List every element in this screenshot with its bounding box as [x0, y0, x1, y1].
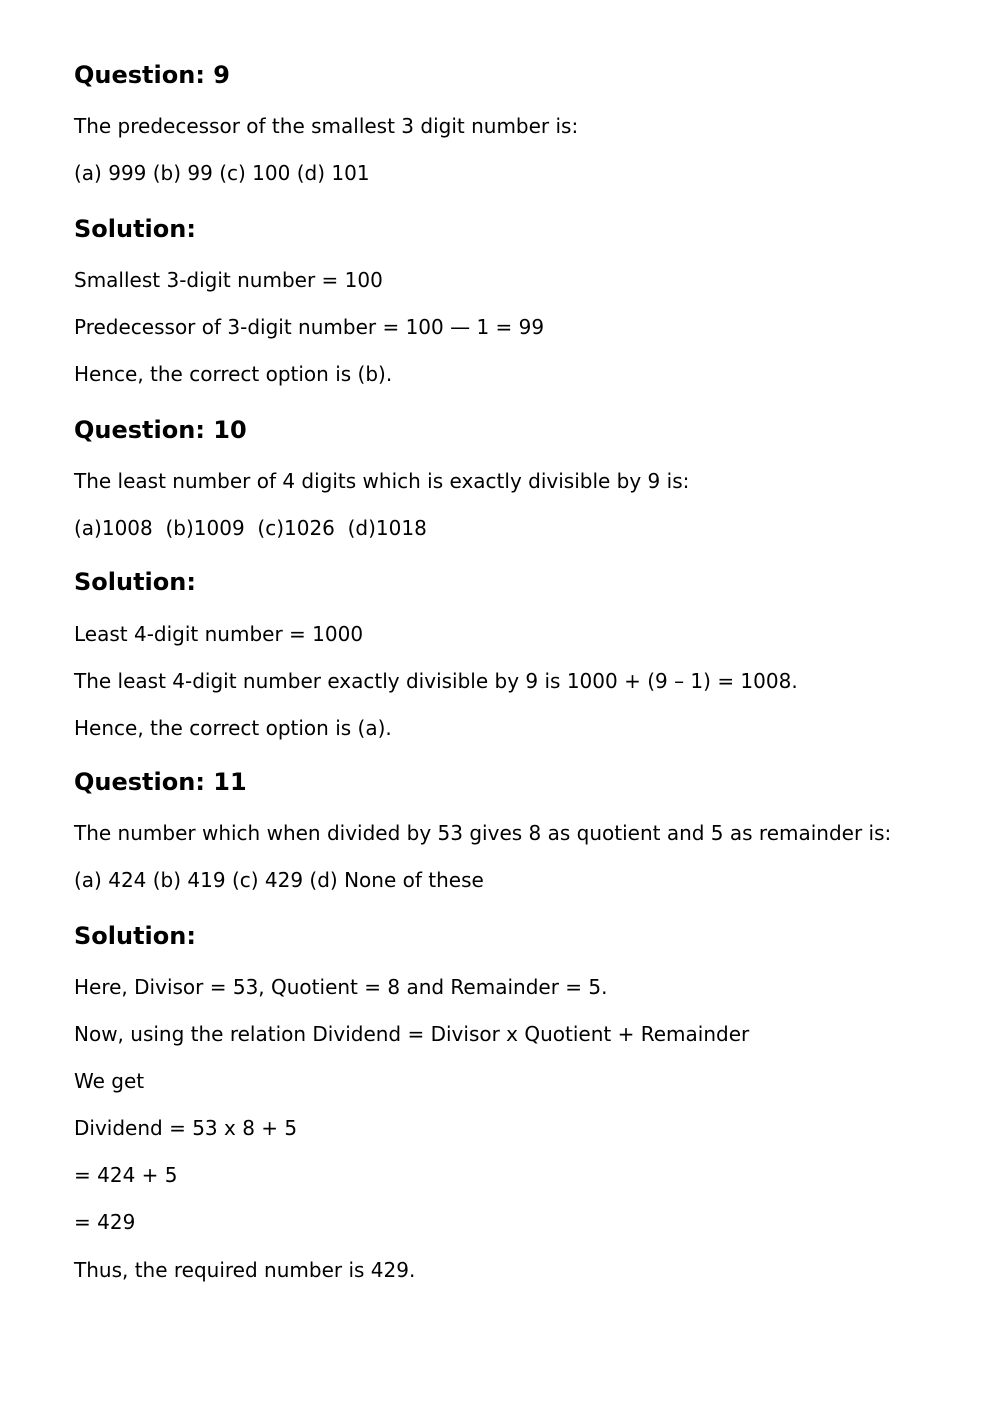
question-10-solution-heading: Solution: [74, 568, 196, 596]
question-11-solution-line: Thus, the required number is 429. [74, 1258, 416, 1282]
question-9-solution-line: Hence, the correct option is (b). [74, 362, 393, 386]
question-11-solution-line: Here, Divisor = 53, Quotient = 8 and Remainder = 5. [74, 975, 608, 999]
question-11-solution-heading: Solution: [74, 922, 196, 950]
question-10-solution-line: Least 4-digit number = 1000 [74, 622, 364, 646]
question-11-options: (a) 424 (b) 419 (c) 429 (d) None of these [74, 868, 484, 892]
question-11-solution-line: = 429 [74, 1210, 136, 1234]
question-9-solution-line: Smallest 3-digit number = 100 [74, 268, 383, 292]
question-10-text: The least number of 4 digits which is exactly divisible by 9 is: [74, 469, 690, 493]
question-11-heading: Question: 11 [74, 768, 247, 796]
question-10-options: (a)1008 (b)1009 (c)1026 (d)1018 [74, 516, 427, 540]
question-9-solution-heading: Solution: [74, 215, 196, 243]
question-9-solution-line: Predecessor of 3-digit number = 100 — 1 = 99 [74, 315, 545, 339]
question-9-options: (a) 999 (b) 99 (c) 100 (d) 101 [74, 161, 370, 185]
question-10-solution-line: Hence, the correct option is (a). [74, 716, 392, 740]
question-10-heading: Question: 10 [74, 416, 247, 444]
question-9-text: The predecessor of the smallest 3 digit number is: [74, 114, 579, 138]
question-11-solution-line: = 424 + 5 [74, 1163, 178, 1187]
question-11-text: The number which when divided by 53 gives 8 as quotient and 5 as remainder is: [74, 821, 892, 845]
question-10-solution-line: The least 4-digit number exactly divisible by 9 is 1000 + (9 – 1) = 1008. [74, 669, 798, 693]
question-9-heading: Question: 9 [74, 61, 230, 89]
question-11-solution-line: Now, using the relation Dividend = Divisor x Quotient + Remainder [74, 1022, 750, 1046]
question-11-solution-line: Dividend = 53 x 8 + 5 [74, 1116, 298, 1140]
question-11-solution-line: We get [74, 1069, 145, 1093]
